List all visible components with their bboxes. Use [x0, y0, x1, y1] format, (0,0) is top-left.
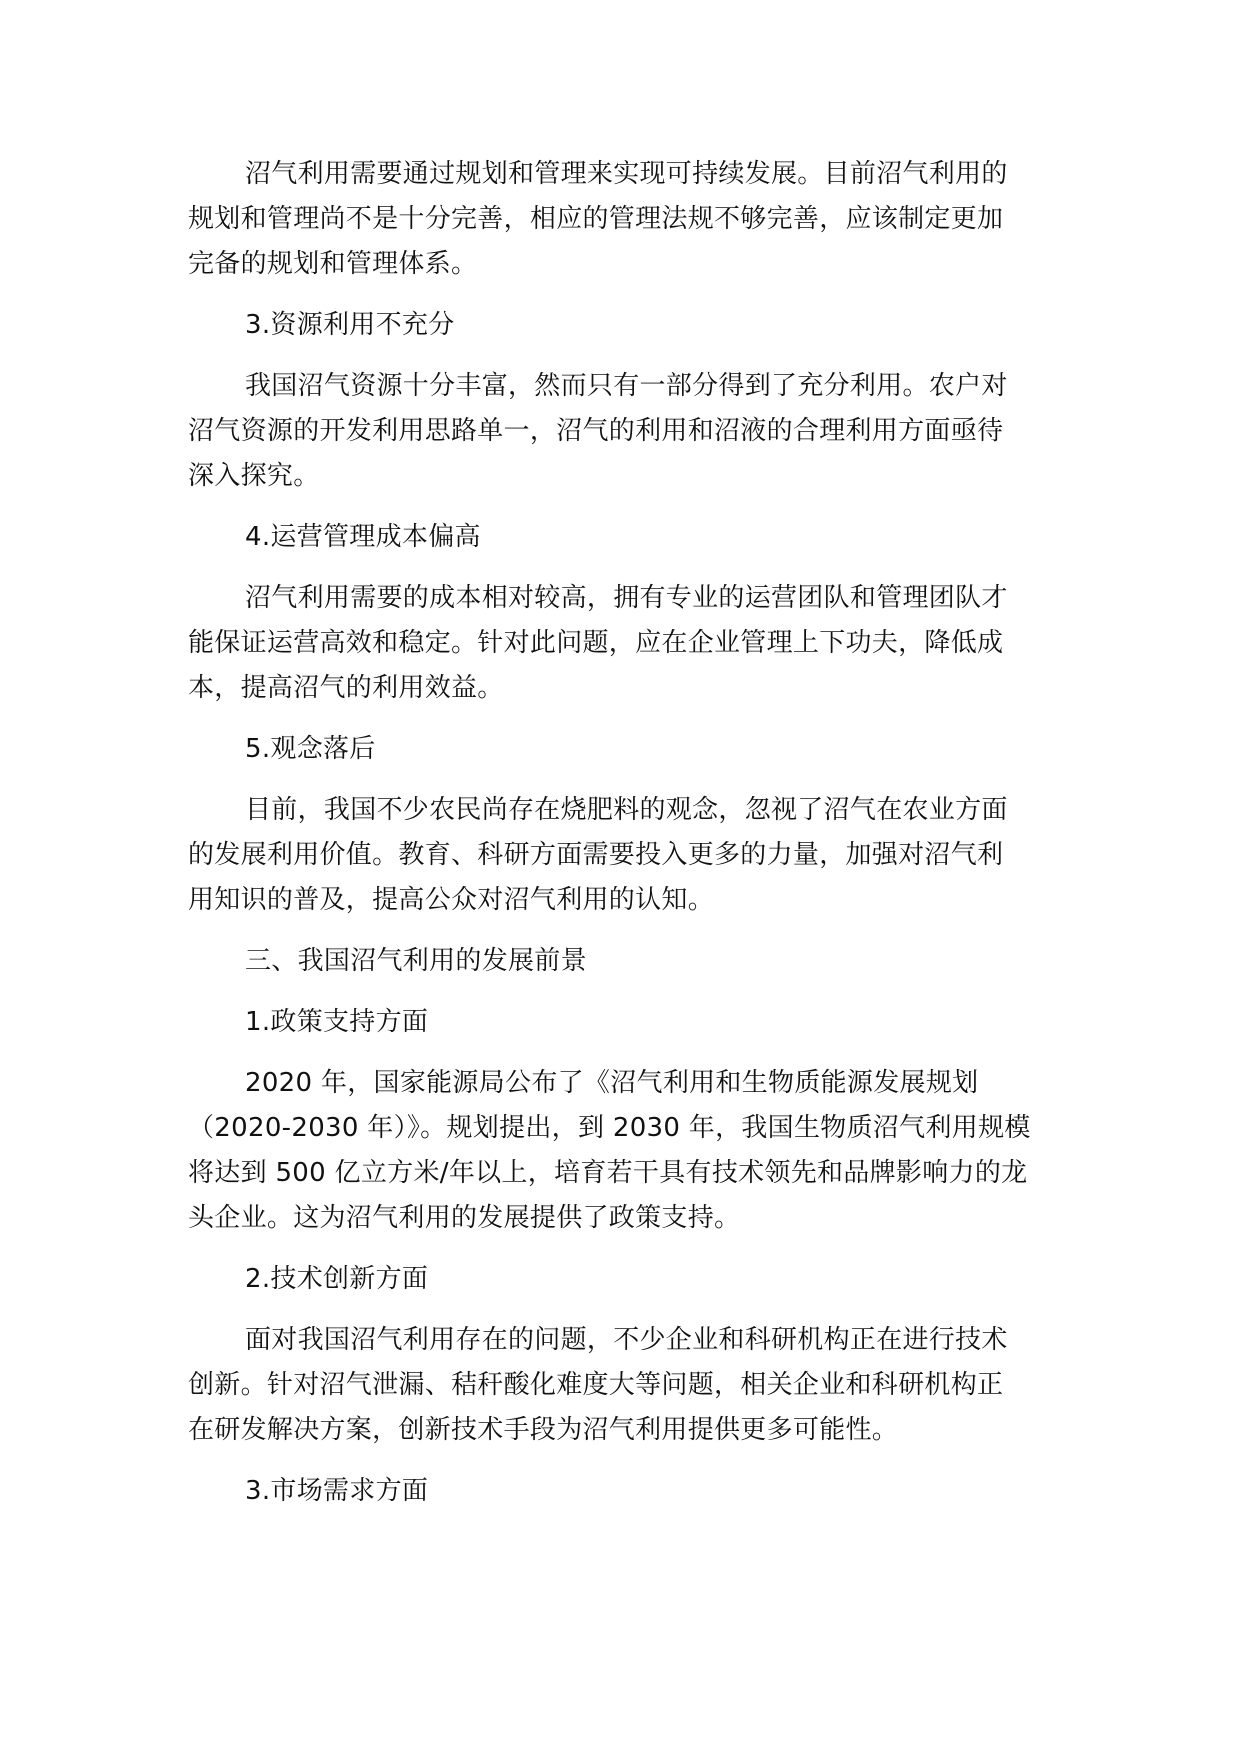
- heading-policy-support: [188, 1000, 1063, 1045]
- text-line: 在研发解决方案，创新技术手段为沼气利用提供更多可能性。: [188, 1415, 899, 1445]
- heading-development-prospects: [188, 939, 1063, 984]
- paragraph-resource-utilization: [188, 364, 1063, 499]
- heading-operating-cost: [188, 515, 1063, 560]
- text-line: 面对我国沼气利用存在的问题，不少企业和科研机构正在进行技术: [245, 1325, 1008, 1355]
- heading-resource-utilization: [188, 303, 1063, 348]
- text-line: 将达到 500 亿立方米/年以上，培育若干具有技术领先和品牌影响力的龙: [188, 1158, 1028, 1188]
- heading-outdated-concepts: [188, 727, 1063, 772]
- text-line: 能保证运营高效和稳定。针对此问题，应在企业管理上下功夫，降低成: [188, 628, 1004, 658]
- text-line: 本，提高沼气的利用效益。: [188, 673, 504, 703]
- section-heading: 2.技术创新方面: [245, 1264, 429, 1294]
- paragraph-technical-innovation: [188, 1318, 1063, 1453]
- section-heading: 三、我国沼气利用的发展前景: [245, 946, 587, 976]
- section-heading: 1.政策支持方面: [245, 1007, 429, 1037]
- text-line: （2020-2030 年）》。规划提出，到 2030 年，我国生物质沼气利用规模: [188, 1113, 1031, 1143]
- paragraph-planning-management: [188, 152, 1063, 287]
- text-line: 用知识的普及，提高公众对沼气利用的认知。: [188, 885, 715, 915]
- paragraph-operating-cost: [188, 576, 1063, 711]
- text-line: 完备的规划和管理体系。: [188, 249, 478, 279]
- heading-technical-innovation: [188, 1257, 1063, 1302]
- text-line: 我国沼气资源十分丰富，然而只有一部分得到了充分利用。农户对: [245, 371, 1008, 401]
- text-line: 沼气资源的开发利用思路单一，沼气的利用和沼液的合理利用方面亟待: [188, 416, 1004, 446]
- text-line: 沼气利用需要通过规划和管理来实现可持续发展。目前沼气利用的: [245, 159, 1008, 189]
- document-body: [188, 152, 1063, 1530]
- text-line: 头企业。这为沼气利用的发展提供了政策支持。: [188, 1203, 741, 1233]
- section-heading: 5.观念落后: [245, 734, 376, 764]
- paragraph-policy-support: [188, 1061, 1063, 1241]
- text-line: 2020 年，国家能源局公布了《沼气利用和生物质能源发展规划: [245, 1068, 979, 1098]
- section-heading: 3.资源利用不充分: [245, 310, 455, 340]
- text-line: 目前，我国不少农民尚存在烧肥料的观念，忽视了沼气在农业方面: [245, 795, 1008, 825]
- section-heading: 4.运营管理成本偏高: [245, 522, 481, 552]
- text-line: 规划和管理尚不是十分完善，相应的管理法规不够完善，应该制定更加: [188, 204, 1004, 234]
- text-line: 深入探究。: [188, 461, 320, 491]
- text-line: 沼气利用需要的成本相对较高，拥有专业的运营团队和管理团队才: [245, 583, 1008, 613]
- text-line: 的发展利用价值。教育、科研方面需要投入更多的力量，加强对沼气利: [188, 840, 1004, 870]
- section-heading: 3.市场需求方面: [245, 1476, 429, 1506]
- text-line: 创新。针对沼气泄漏、秸秆酸化难度大等问题，相关企业和科研机构正: [188, 1370, 1004, 1400]
- heading-market-demand: [188, 1469, 1063, 1514]
- paragraph-outdated-concepts: [188, 788, 1063, 923]
